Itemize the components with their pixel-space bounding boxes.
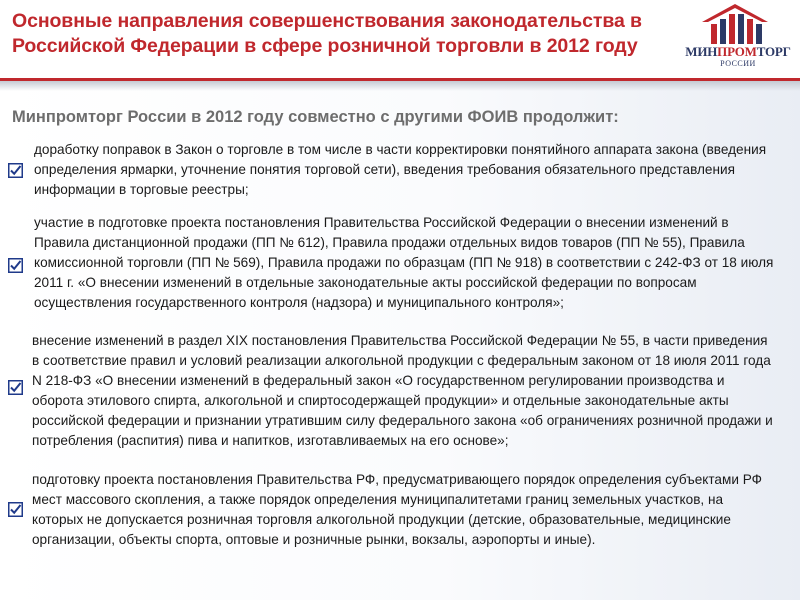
logo-wordmark: МИНПРОМТОРГ [685,44,791,59]
list-item-text: подготовку проекта постановления Правительства РФ, предусматривающего порядок определения субъектами РФ мест массового скопления, а также порядок определения муниципалитетами границ земельных участков, на которых не допускается розничная торговля алкогольной продукции (детские, образовательные, медицинские организации, объекты спорта, оптовые и розничные рынки, вокзалы, аэропорты и иные). [32,472,762,547]
logo [680,4,796,74]
list-item-text: участие в подготовке проекта постановления Правительства Российской Федерации о внесении изменений в Правила дистанционной продажи (ПП № 612), Правила продажи отдельных видов товаров (ПП № 55), Правила комиссионной торговли (ПП № 569), Правила продажи по образцам (ПП № 918) в соответствии с 242-ФЗ от 18 июля 2011 г. «О внесении изменений в отдельные законодательные акты российской федерации по вопросам осуществления государственного контроля (надзора) и муниципального контроля»; [34,215,774,310]
section-heading: Минпромторг России в 2012 году совместно с другими ФОИВ продолжит: [12,108,619,126]
list-item-text: внесение изменений в раздел XIX постановления Правительства Российской Федерации № 55, в части приведения в соответствие правил и условий реализации алкогольной продукции с федеральным законом от 18 июля 2011 года N 218-ФЗ «О внесении изменений в федеральный закон «О государственном регулировании производства и оборота этилового спирта, алкогольной и спиртосодержащей продукции» и отдельные законодательные акты российской федерации и признании утратившим силу федерального закона «об ограничениях розничной продажи и потребления (распития) пива и напитков, изготавливаемых на его основе»; [32,333,773,448]
checkbox-checked-icon [8,258,23,273]
building-columns-icon [702,4,768,44]
header-shadow [0,81,800,91]
checkbox-checked-icon [8,163,23,178]
list-item-text: доработку поправок в Закон о торговле в том числе в части корректировки понятийного аппарата закона (введения определения ярмарки, уточнение понятия торговой сети), введения требования обязательного представления информации в торговые реестры; [34,142,767,197]
checkbox-checked-icon [8,502,23,517]
page-title: Основные направления совершенствования законодательства в Российской Федерации в сфере розничной торговли в 2012 году [12,10,642,57]
checkbox-checked-icon [8,380,23,395]
logo-subtitle: РОССИИ [720,59,756,68]
header-bar [0,0,800,78]
